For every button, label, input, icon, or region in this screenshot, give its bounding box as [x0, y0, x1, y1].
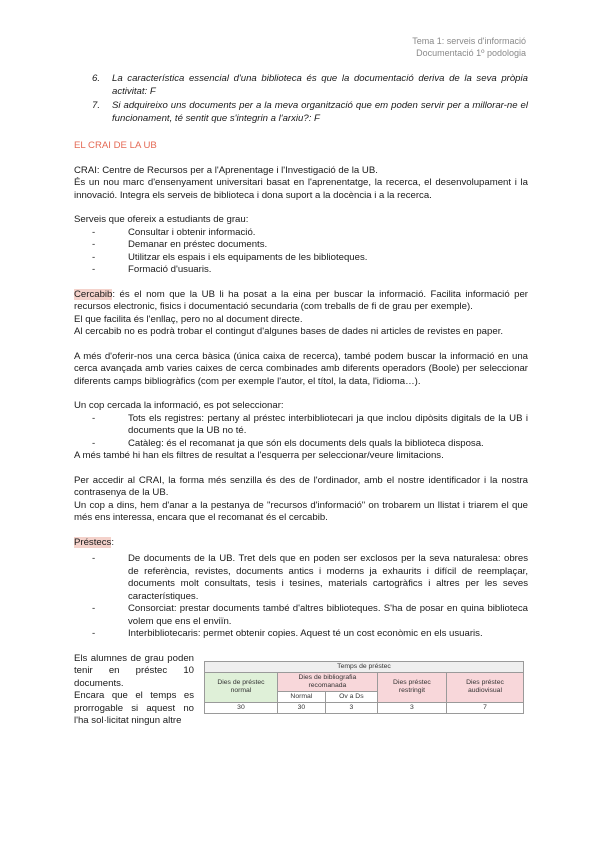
- list-item: - Formació d'usuaris.: [92, 264, 212, 275]
- table-cell: 30: [205, 702, 278, 713]
- cercabib-text: : és el nom que la UB li ha posat a la eina per buscar la informació. Facilita informació per recursos electronic, fisics i documentació secundaria (com treballs de fi de grau per exemple).: [74, 288, 528, 312]
- loans-list: [74, 553, 528, 641]
- students-loan-count: Els alumnes de grau poden tenir en préstec 10 documents.: [74, 652, 194, 689]
- students-text: [74, 653, 194, 728]
- cercabib-paragraph: [74, 289, 528, 314]
- table-cell: 3: [377, 702, 446, 713]
- page-header: [412, 35, 526, 59]
- cercabib-term: Cercabib: [74, 288, 113, 300]
- header-course: Documentació 1º podologia: [416, 48, 526, 58]
- table-cell: 3: [325, 702, 377, 713]
- students-renewal: Encara que el temps es prorrogable si aquest no l'ha sol·licitat ningun altre: [74, 690, 194, 726]
- list-item: - Demanar en préstec documents.: [92, 239, 268, 250]
- table-cell: 7: [446, 702, 523, 713]
- list-item: - Tots els registres: pertany al préstec interbibliotecari ja que inclou dipòsits digitals de la UB i documents que la UB no té.: [92, 412, 528, 436]
- table-header-bibliography: Dies de bibliografia recomanada: [277, 672, 377, 691]
- table-title: Temps de préstec: [205, 661, 524, 672]
- list-item: - Consorciat: prestar documents també d'altres biblioteques. S'ha de posar en quina biblioteca volem que ens el enviïn.: [92, 603, 528, 627]
- access-paragraph-1: Per accedir al CRAI, la forma més senzilla és des de l'ordinador, amb el nostre identificador i la nostra contrasenya de la UB.: [74, 474, 528, 498]
- header-topic: Tema 1: serveis d'informació: [412, 36, 526, 46]
- question-item: [92, 100, 528, 125]
- list-item: - Interbibliotecaris: permet obtenir copies. Aquest té un cost econòmic en els usuaris.: [92, 628, 483, 639]
- select-intro: Un cop cercada la informació, es pot seleccionar:: [74, 400, 284, 411]
- table-header-normal: Dies de préstec normal: [205, 672, 278, 702]
- select-list: [74, 413, 528, 451]
- services-list: [74, 227, 528, 277]
- crai-definition: CRAI: Centre de Recursos per a l'Aprenentage i l'Investigació de la UB.: [74, 164, 378, 176]
- list-item: - Consultar i obtenir informació.: [92, 226, 256, 238]
- table-subheader-normal: Normal: [277, 691, 325, 702]
- loans-title: Préstecs: [74, 536, 112, 548]
- table-header-audiovisual: Dies préstec audiovisual: [446, 672, 523, 702]
- crai-description: És un nou marc d'ensenyament universitari basat en l'aprenentatge, la recerca, el desenvolupament i la innovació. Integra els serveis de biblioteca i dona suport a la docència i a la recerca.: [74, 177, 528, 201]
- question-item: [92, 73, 528, 98]
- table-header-restricted: Dies préstec restringit: [377, 672, 446, 702]
- list-item: - Catàleg: és el recomanat ja que són els documents dels quals la biblioteca disposa.: [92, 437, 484, 449]
- question-text: Si adquireixo uns documents per a la meva organització que em poden servir per a millorar-ne el funcionament, té sentit que s'integrin a l'arxiu?: F: [112, 100, 528, 124]
- cercabib-link-note: El que facilita és l'enllaç, pero no al document directe.: [74, 313, 303, 325]
- question-number: 6.: [92, 73, 101, 84]
- table-subheader-ov: Ov a Ds: [325, 691, 377, 702]
- question-text: La característica essencial d'una biblioteca és que la documentació deriva de la seva pròpia activitat: F: [112, 73, 528, 97]
- table-cell: 30: [277, 702, 325, 713]
- services-intro: Serveis que ofereix a estudiants de grau:: [74, 214, 249, 225]
- list-item: - Utilitzar els espais i els equipaments de les biblioteques.: [92, 251, 368, 263]
- loans-heading: Préstecs:: [74, 536, 114, 548]
- document-body: [74, 73, 528, 733]
- question-number: 7.: [92, 100, 101, 111]
- select-after: A més també hi han els filtres de resultat a l'esquerra per seleccionar/veure limitacions.: [74, 450, 444, 461]
- table-row: [205, 702, 524, 713]
- loan-time-table: [204, 661, 524, 714]
- search-paragraph: A més d'oferir-nos una cerca bàsica (única caixa de recerca), també podem buscar la informació en una cerca avançada amb varies caixes de cerca combinades amb diferents operadors (Boole) per seleccionar diferents camps bibliogràfics (com per exemple l'autor, el títol, la data, l'idioma…).: [74, 350, 528, 387]
- cercabib-limit-note: Al cercabib no es podrà trobar el contingut d'algunes bases de dades ni articles de revistes en paper.: [74, 326, 504, 337]
- access-paragraph-2: Un cop a dins, hem d'anar a la pestanya de "recursos d'informació" on trobarem un llistat i triarem el que més ens interessa, encara que el recomanat és el cercabib.: [74, 499, 528, 523]
- section-title: EL CRAI DE LA UB: [74, 140, 157, 151]
- loan-info-block: [74, 653, 528, 733]
- list-item: - De documents de la UB. Tret dels que en poden ser exclosos per la seva naturalesa: obres de referència, revistes, documents antics i moderns ja exhaurits i difícil de reemplaçar, documents molt consultats, tesis i tesines, materials cartogràfics i altres per les seves característiques.: [92, 553, 528, 602]
